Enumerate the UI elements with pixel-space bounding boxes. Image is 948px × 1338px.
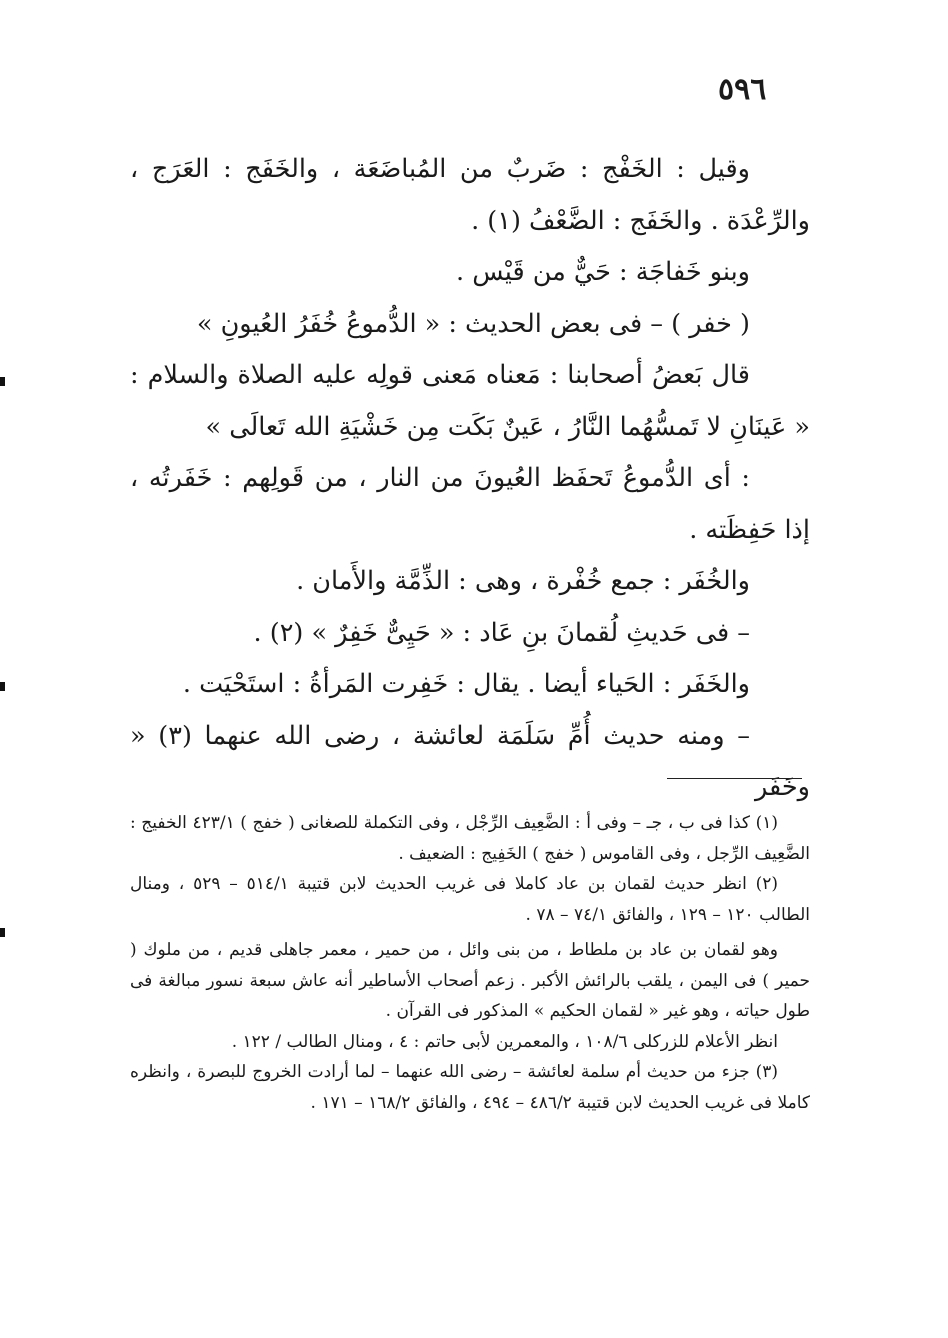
main-paragraph: وبنو خَفاجَة : حَيٌّ من قَيْس . [456, 257, 750, 287]
main-paragraph: : أى الدُّموعُ تَحفَظ العُيونَ من النار ، من قَولِهم : خَفَرتُه ، إذا حَفِظَته . [130, 463, 810, 545]
footnote: انظر الأعلام للزركلى ١٠٨/٦ ، والمعمرين لأبى حاتم : ٤ ، ومنال الطالب / ١٢٢ . [231, 1031, 778, 1052]
main-paragraph: ( خفر ) – فى بعض الحديث : « الدُّموعُ خُفَرُ العُيونِ » [196, 308, 750, 339]
scan-edge-mark [0, 682, 5, 691]
main-paragraph: والخُفَر : جمع خُفْرة ، وهى : الذِّمَّة والأَمان . [296, 566, 750, 596]
scan-edge-mark [0, 377, 5, 386]
page-number: ٥٩٦ [718, 72, 767, 107]
footnote: (٢) انظر حديث لقمان بن عاد كاملا فى غريب الحديث لابن قتيبة ٥١٤/١ – ٥٢٩ ، ومنال الطالب ١٢٠ – ١٢٩ ، والفائق ٧٤/١ – ٧٨ . [130, 874, 810, 925]
main-paragraph: – فى حَديثِ لُقمانَ بنِ عَاد : « حَيِىٌّ خَفِرٌ » (٢) . [253, 617, 750, 648]
footnote: (١) كذا فى ب ، جـ – وفى أ : الضَّعِيف الرِّجْل ، وفى التكملة للصغانى ( خفج ) ٤٢٣/١ الخفيج : الضَّعِيف الرِّجل ، وفى القاموس ( خفج ) الخَفِيج : الضعيف . [130, 813, 810, 864]
footnote: (٣) جزء من حديث أم سلمة لعائشة – رضى الله عنهما – لما أرادت الخروج للبصرة ، وانظره كاملا فى غريب الحديث لابن قتيبة ٤٨٦/٢ – ٤٩٤ ، والفائق ١٦٨/٢ – ١٧١ . [130, 1062, 810, 1113]
footnote: وهو لقمان بن عاد بن ملطاط ، من بنى وائل ، من حمير ، معمر جاهلى قديم ، من ملوك ( حمير ) فى اليمن ، يلقب بالرائش الأكبر . زعم أصحاب الأساطير أنه عاش سبعة نسور مبالغة فى طول حياته ، وهو غير « لقمان الحكيم » المذكور فى القرآن . [130, 940, 810, 1021]
main-paragraph: قال بَعضُ أصحابنا : مَعناه مَعنى قولِه عليه الصلاة والسلام : « عَينَانِ لا تَمسُّهُما النَّارُ ، عَينٌ بَكَت مِن خَشْيَةِ الله تَعالَى » [130, 360, 810, 442]
main-text [130, 144, 810, 814]
scan-edge-mark [0, 928, 5, 937]
main-paragraph: وقيل : الخَفْج : ضَربٌ من المُباضَعَة ، والخَفَج : العَرَج ، والرِّعْدَة . والخَفَج : الضَّعْفُ (١) . [130, 154, 810, 236]
footnotes [130, 808, 810, 1118]
main-paragraph: – ومنه حديث أُمِّ سَلَمَة لعائشة ، رضى الله عنهما (٣) « وخَفَر [130, 720, 810, 802]
footnote-separator [667, 778, 802, 779]
main-paragraph: والخَفَر : الحَياء أيضا . يقال : خَفِرت المَرأةُ : استَحْيَت . [182, 669, 750, 699]
